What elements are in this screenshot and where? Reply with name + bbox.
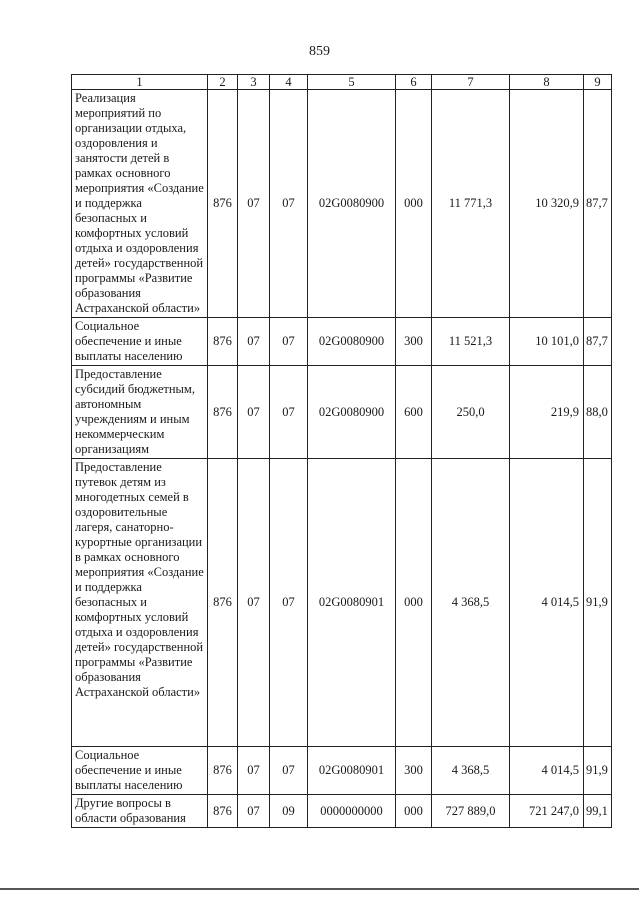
ministry-code: 876 — [208, 366, 238, 459]
ministry-code: 876 — [208, 90, 238, 318]
expense-type-code: 000 — [396, 90, 432, 318]
table-row — [72, 366, 612, 459]
approved-amount: 11 771,3 — [432, 90, 510, 318]
section-code: 07 — [238, 459, 270, 747]
expense-type-code: 300 — [396, 747, 432, 795]
row-name: Социальное обеспечение и иные выплаты населению — [72, 747, 208, 795]
ministry-code: 876 — [208, 795, 238, 828]
table-row — [72, 90, 612, 318]
execution-percent: 87,7 — [584, 90, 612, 318]
execution-percent: 91,9 — [584, 459, 612, 747]
row-name: Реализация мероприятий по организации отдыха, оздоровления и занятости детей в рамках основного мероприятия «Создание и поддержка безопасных и комфортных условий отдыха и оздоровления детей» государственной программы «Развитие образования Астраханской области» — [72, 90, 208, 318]
expense-type-code: 600 — [396, 366, 432, 459]
target-article-code: 02G0080900 — [308, 90, 396, 318]
target-article-code: 02G0080901 — [308, 747, 396, 795]
execution-percent: 88,0 — [584, 366, 612, 459]
row-name: Другие вопросы в области образования — [72, 795, 208, 828]
column-header: 7 — [432, 75, 510, 90]
table-row — [72, 795, 612, 828]
expense-type-code: 000 — [396, 795, 432, 828]
approved-amount: 250,0 — [432, 366, 510, 459]
column-header: 3 — [238, 75, 270, 90]
table-row — [72, 459, 612, 747]
expense-type-code: 000 — [396, 459, 432, 747]
approved-amount: 4 368,5 — [432, 459, 510, 747]
section-code: 07 — [238, 90, 270, 318]
column-header: 1 — [72, 75, 208, 90]
row-name: Социальное обеспечение и иные выплаты населению — [72, 318, 208, 366]
column-header: 5 — [308, 75, 396, 90]
column-header: 4 — [270, 75, 308, 90]
target-article-code: 02G0080900 — [308, 366, 396, 459]
ministry-code: 876 — [208, 459, 238, 747]
executed-amount: 4 014,5 — [510, 459, 584, 747]
approved-amount: 727 889,0 — [432, 795, 510, 828]
expense-type-code: 300 — [396, 318, 432, 366]
row-name: Предоставление субсидий бюджетным, автономным учреждениям и иным некоммерческим организациям — [72, 366, 208, 459]
approved-amount: 11 521,3 — [432, 318, 510, 366]
executed-amount: 4 014,5 — [510, 747, 584, 795]
section-code: 07 — [238, 747, 270, 795]
column-header: 9 — [584, 75, 612, 90]
budget-table — [71, 74, 612, 828]
section-code: 07 — [238, 366, 270, 459]
subsection-code: 07 — [270, 747, 308, 795]
column-header: 8 — [510, 75, 584, 90]
table-row — [72, 318, 612, 366]
target-article-code: 02G0080901 — [308, 459, 396, 747]
target-article-code: 02G0080900 — [308, 318, 396, 366]
subsection-code: 07 — [270, 90, 308, 318]
execution-percent: 91,9 — [584, 747, 612, 795]
row-name: Предоставление путевок детям из многодетных семей в оздоровительные лагеря, санаторно-курортные организации в рамках основного мероприятия «Создание и поддержка безопасных и комфортных условий отдыха и оздоровления детей» государственной программы «Развитие образования Астраханской области» — [72, 459, 208, 747]
table-header-row — [72, 75, 612, 90]
column-header: 6 — [396, 75, 432, 90]
page-number: 859 — [309, 44, 330, 59]
ministry-code: 876 — [208, 318, 238, 366]
executed-amount: 219,9 — [510, 366, 584, 459]
target-article-code: 0000000000 — [308, 795, 396, 828]
executed-amount: 10 320,9 — [510, 90, 584, 318]
subsection-code: 09 — [270, 795, 308, 828]
approved-amount: 4 368,5 — [432, 747, 510, 795]
subsection-code: 07 — [270, 366, 308, 459]
subsection-code: 07 — [270, 318, 308, 366]
subsection-code: 07 — [270, 459, 308, 747]
section-code: 07 — [238, 795, 270, 828]
executed-amount: 10 101,0 — [510, 318, 584, 366]
column-header: 2 — [208, 75, 238, 90]
ministry-code: 876 — [208, 747, 238, 795]
execution-percent: 87,7 — [584, 318, 612, 366]
bottom-scan-edge — [0, 888, 639, 890]
executed-amount: 721 247,0 — [510, 795, 584, 828]
execution-percent: 99,1 — [584, 795, 612, 828]
table-row — [72, 747, 612, 795]
section-code: 07 — [238, 318, 270, 366]
